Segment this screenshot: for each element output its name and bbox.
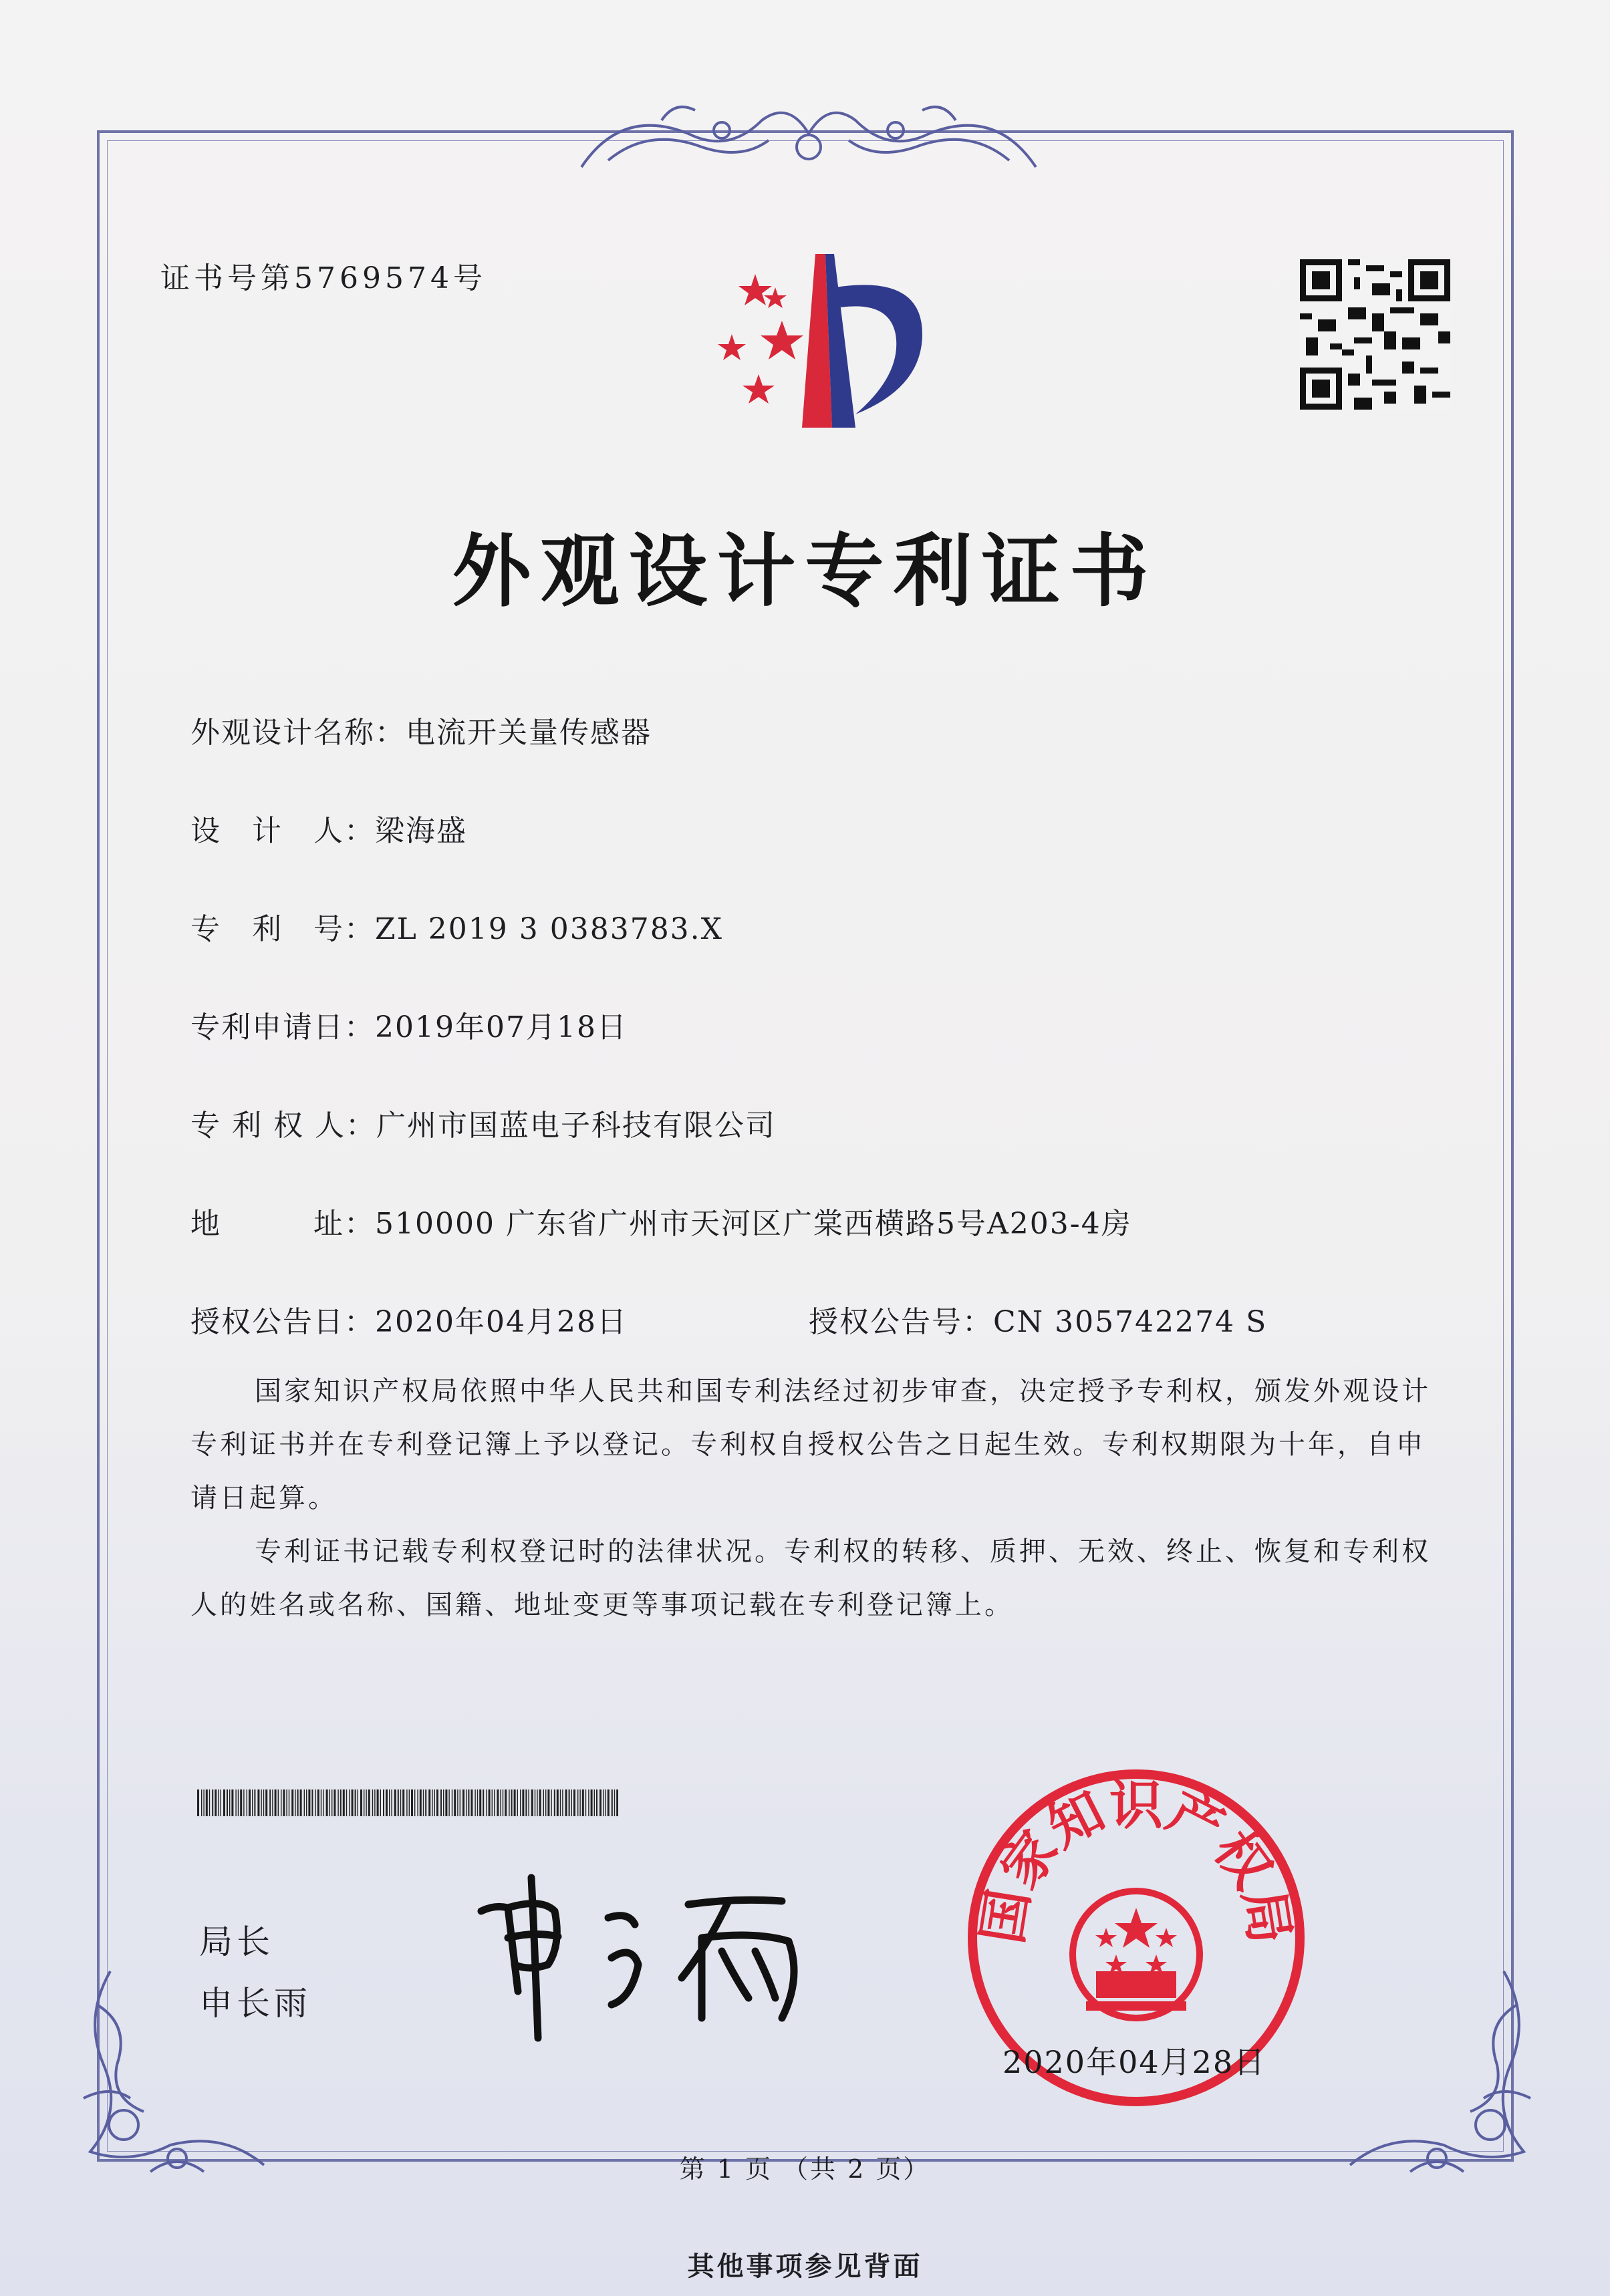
barcode-bar [417,1789,418,1816]
barcode-bar [326,1789,328,1816]
barcode-bar [440,1789,442,1816]
barcode-bar [346,1789,347,1816]
barcode-bar [349,1789,350,1816]
barcode-bar [352,1789,354,1816]
barcode-bar [486,1789,487,1816]
barcode-bar [596,1789,597,1816]
field-value: 510000 广东省广州市天河区广棠西横路5号A203-4房 [375,1207,1132,1241]
barcode-bar [428,1789,430,1816]
patent-office-logo-icon [682,247,949,438]
barcode-bar [608,1789,610,1816]
barcode-bar [425,1789,426,1816]
barcode-bar [203,1789,204,1816]
barcode-bar [505,1789,507,1816]
director-name: 申长雨 [199,1984,311,2023]
barcode-bar [215,1789,217,1816]
body-paragraph: 专利证书记载专利权登记时的法律状况。专利权的转移、质押、无效、终止、恢复和专利权人的姓名或名称、国籍、地址变更等事项记载在专利登记簿上。 [190,1536,1431,1620]
barcode-bar [577,1789,578,1816]
barcode-bar [585,1789,586,1816]
barcode-bar [265,1789,267,1816]
barcode-bar [311,1789,313,1816]
barcode-bar [257,1789,259,1816]
barcode-bar [434,1789,435,1816]
barcode-bar [380,1789,381,1816]
barcode-bar [197,1789,199,1816]
barcode-bar [573,1789,575,1816]
barcode-bar [443,1789,444,1816]
barcode-bar [317,1789,319,1816]
barcode-bar [231,1789,233,1816]
field-address [190,1199,1132,1242]
barcode-bar [340,1789,342,1816]
barcode-bar [569,1789,570,1816]
director-signature-icon [468,1864,842,2045]
barcode-bar [525,1789,527,1816]
barcode-bar [206,1789,208,1816]
barcode-bar [420,1789,422,1816]
barcode-bar [252,1789,253,1816]
barcode-bar [605,1789,606,1816]
barcode-bar [539,1789,541,1816]
barcode-bar [560,1789,561,1816]
barcode-icon [197,1789,618,1816]
barcode-bar [227,1789,228,1816]
barcode-bar [372,1789,373,1816]
barcode-bar [468,1789,469,1816]
barcode-bar [400,1789,401,1816]
field-label: 授权公告号： [809,1305,993,1339]
barcode-bar [377,1789,379,1816]
field-label: 专利申请日： [190,1010,375,1044]
field-value: 梁海盛 [375,814,467,848]
barcode-bar [483,1789,484,1816]
barcode-bar [243,1789,244,1816]
barcode-bar [500,1789,501,1816]
barcode-bar [414,1789,415,1816]
barcode-bar [275,1789,277,1816]
barcode-bar [238,1789,239,1816]
seal-text: 国家知识产权局 [970,1774,1302,1948]
field-label: 授权公告日： [190,1305,375,1339]
barcode-bar [409,1789,410,1816]
barcode-bar [514,1789,516,1816]
barcode-bar [406,1789,407,1816]
barcode-bar [329,1789,330,1816]
barcode-bar [571,1789,572,1816]
field-value: 电流开关量传感器 [406,716,652,750]
barcode-bar [368,1789,370,1816]
barcode-bar [269,1789,271,1816]
barcode-bar [579,1789,580,1816]
barcode-bar [457,1789,458,1816]
barcode-bar [616,1789,618,1816]
barcode-bar [272,1789,273,1816]
field-value: 2020年04月28日 [375,1305,628,1339]
barcode-bar [531,1789,533,1816]
barcode-bar [545,1789,546,1816]
field-value: ZL 2019 3 0383783.X [375,912,723,946]
field-label: 专 利 号： [190,912,375,946]
barcode-bar [591,1789,593,1816]
qr-code-icon [1300,259,1450,410]
barcode-bar [511,1789,513,1816]
barcode-bar [423,1789,424,1816]
barcode-bar [517,1789,518,1816]
field-value: 2019年07月18日 [375,1010,628,1044]
barcode-bar [494,1789,495,1816]
barcode-bar [565,1789,567,1816]
barcode-bar [223,1789,225,1816]
field-label: 地 址： [190,1207,375,1241]
barcode-bar [283,1789,285,1816]
barcode-bar [528,1789,529,1816]
barcode-bar [489,1789,491,1816]
barcode-bar [249,1789,251,1816]
barcode-bar [554,1789,555,1816]
barcode-bar [588,1789,589,1816]
barcode-bar [479,1789,481,1816]
barcode-bar [543,1789,544,1816]
barcode-bar [612,1789,613,1816]
barcode-bar [594,1789,595,1816]
page-indicator: 第 1 页 （共 2 页） [679,2154,931,2184]
barcode-bar [308,1789,310,1816]
barcode-bar [254,1789,255,1816]
field-filing-date [190,1003,628,1046]
barcode-bar [394,1789,396,1816]
footer-note: 其他事项参见背面 [687,2251,923,2282]
barcode-bar [477,1789,478,1816]
director-title: 局长 [199,1922,274,1961]
barcode-bar [297,1789,299,1816]
barcode-bar [411,1789,413,1816]
barcode-bar [520,1789,521,1816]
barcode-bar [304,1789,305,1816]
field-label: 专 利 权 人： [190,1109,376,1143]
certificate-body [190,1365,1434,1632]
field-label: 外观设计名称： [190,716,406,750]
barcode-bar [562,1789,563,1816]
barcode-bar [218,1789,219,1816]
certificate-number: 证书号第5769574号 [160,261,487,295]
field-grant-number [809,1298,1267,1340]
barcode-bar [355,1789,356,1816]
barcode-bar [522,1789,524,1816]
barcode-bar [436,1789,438,1816]
barcode-bar [547,1789,549,1816]
barcode-bar [557,1789,559,1816]
barcode-bar [229,1789,230,1816]
field-designer [190,807,467,849]
barcode-bar [291,1789,293,1816]
field-label: 设 计 人： [190,814,375,848]
barcode-bar [343,1789,345,1816]
seal-date: 2020年04月28日 [1002,2044,1266,2080]
barcode-bar [448,1789,449,1816]
certificate-title: 外观设计专利证书 [452,525,1158,617]
barcode-bar [201,1789,202,1816]
barcode-bar [235,1789,236,1816]
barcode-bar [398,1789,399,1816]
barcode-bar [263,1789,264,1816]
barcode-bar [306,1789,307,1816]
barcode-bar [389,1789,390,1816]
barcode-bar [445,1789,447,1816]
barcode-bar [286,1789,287,1816]
barcode-bar [386,1789,388,1816]
director-block [199,1911,311,2034]
field-patent-number [190,905,723,948]
barcode-bar [278,1789,279,1816]
barcode-bar [454,1789,456,1816]
barcode-bar [333,1789,336,1816]
barcode-bar [212,1789,213,1816]
field-design-name [190,708,652,751]
field-value: 广州市国蓝电子科技有限公司 [376,1109,776,1143]
field-grant-date [190,1298,628,1340]
top-ornament-icon [568,94,1049,180]
barcode-bar [374,1789,375,1816]
barcode-bar [391,1789,392,1816]
barcode-bar [492,1789,493,1816]
barcode-bar [383,1789,384,1816]
field-patentee [190,1101,776,1144]
field-value: CN 305742274 S [993,1305,1268,1339]
barcode-bar [209,1789,210,1816]
barcode-bar [331,1789,332,1816]
barcode-bar [471,1789,473,1816]
body-paragraph: 国家知识产权局依照中华人民共和国专利法经过初步审查，决定授予专利权，颁发外观设计专利证书并在专利登记簿上予以登记。专利权自授权公告之日起生效。专利权期限为十年，自申请日起算。 [190,1376,1431,1514]
barcode-bar [240,1789,242,1816]
barcode-bar [582,1789,584,1816]
barcode-bar [497,1789,499,1816]
barcode-bar [599,1789,601,1816]
barcode-bar [300,1789,302,1816]
barcode-bar [360,1789,362,1816]
barcode-bar [462,1789,464,1816]
barcode-bar [402,1789,404,1816]
barcode-bar [614,1789,615,1816]
